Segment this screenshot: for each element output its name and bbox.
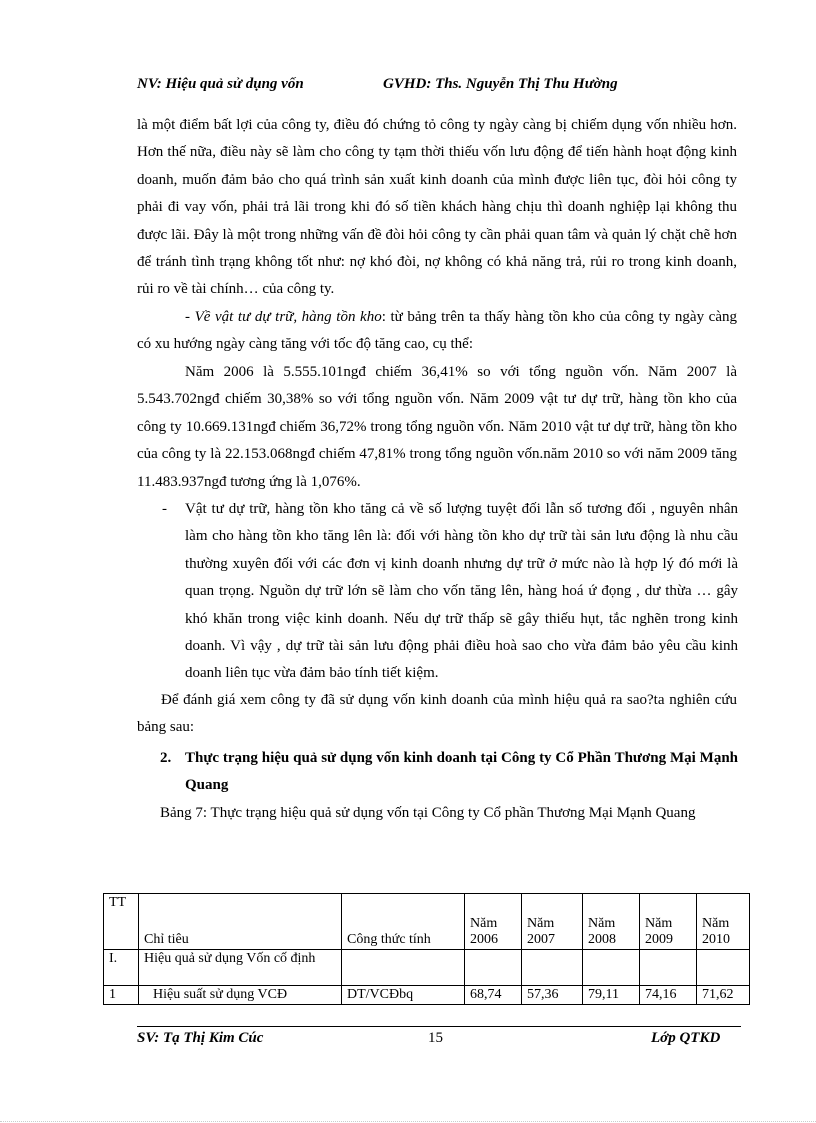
section-tt: I. xyxy=(104,950,139,986)
paragraph-1: là một điểm bất lợi của công ty, điều đó chứng tỏ công ty ngày càng bị chiếm dụng vốn nhiều hơn. Hơn thế nữa, điều này sẽ làm cho công ty tạm thời thiếu vốn lưu động để tiến hành hoạt động kinh doanh, muốn đảm bảo cho quá trình sản xuất kinh doanh của mình được liên tục, đòi hỏi công ty phải đi vay vốn, phải trả lãi trong khi đó số tiền khách hàng chịu thì doanh nghiệp lại không thu được lãi. Đây là một trong những vấn đề đòi hỏi công ty cần phải quan tâm và quản lý chặt chẽ hơn để tránh tình trạng không tốt như: nợ khó đòi, nợ không có khả năng trả, rủi ro trong kinh doanh, rủi ro về tài chính… của công ty. xyxy=(137,117,737,298)
header-supervisor: GVHD: Ths. Nguyễn Thị Thu Hường xyxy=(383,76,618,92)
empty-cell xyxy=(342,950,465,986)
header-year-2008: Năm 2008 xyxy=(583,894,640,950)
paragraph-2-text: : từ bảng trên ta thấy hàng tồn kho của công ty ngày càng có xu hướng ngày càng tăng với tốc độ tăng cao, cụ thể: xyxy=(137,309,737,353)
row-tt: 1 xyxy=(104,986,139,1005)
section-label: Hiệu quả sử dụng Vốn cố định xyxy=(139,950,342,986)
section-number: 2. xyxy=(160,750,172,766)
empty-cell xyxy=(465,950,522,986)
empty-cell xyxy=(522,950,583,986)
paragraph-2-dash: - xyxy=(185,309,195,325)
header-year-2006: Năm 2006 xyxy=(465,894,522,950)
bullet-list xyxy=(160,496,738,688)
bullet-item: - Vật tư dự trữ, hàng tồn kho tăng cả về số lượng tuyệt đối lẫn số tương đối , nguyên nhân làm cho hàng tồn kho tăng lên là: đối với hàng tồn kho dự trữ tài sản lưu động là nhu cầu thường xuyên đối với các đơn vị kinh doanh nhưng dự trữ ở mức nào là hợp lý đó mới là quan trọng. Nguồn dự trữ lớn sẽ làm cho vốn tăng lên, hàng hoá ứ đọng , dư thừa … gây khó khăn trong việc kinh doanh. Nếu dự trữ thấp sẽ gây thiếu hụt, tắc nghẽn trong kinh doanh. Vì vậy , dự trữ tài sản lưu động phải điều hoà sao cho vừa đảm bảo yêu cầu kinh doanh liên tục vừa đảm bảo tính tiết kiệm. xyxy=(160,496,738,688)
empty-cell xyxy=(640,950,697,986)
page-number: 15 xyxy=(428,1030,443,1046)
header-topic: NV: Hiệu quả sử dụng vốn xyxy=(137,76,304,92)
header-year-2010: Năm 2010 xyxy=(697,894,750,950)
table-caption: Bảng 7: Thực trạng hiệu quả sử dụng vốn tại Công ty Cổ phần Thương Mại Mạnh Quang xyxy=(160,805,696,821)
section-heading xyxy=(160,745,738,800)
empty-cell xyxy=(697,950,750,986)
paragraph-4: Để đánh giá xem công ty đã sử dụng vốn kinh doanh của mình hiệu quả ra sao?ta nghiên cứu bảng sau: xyxy=(137,692,737,736)
header-year-2007: Năm 2007 xyxy=(522,894,583,950)
paragraph-2-topic: Về vật tư dự trữ, hàng tồn kho xyxy=(194,309,382,325)
row-value-2008: 79,11 xyxy=(583,986,640,1005)
header-cong-thuc: Công thức tính xyxy=(342,894,465,950)
paragraph-3: Năm 2006 là 5.555.101ngđ chiếm 36,41% so với tổng nguồn vốn. Năm 2007 là 5.543.702ngđ chiếm 30,38% so với tổng nguồn vốn. Năm 2009 vật tư dự trữ, hàng tồn kho của công ty 10.669.131ngđ chiếm 36,72% trong tổng nguồn vốn. Năm 2010 vật tư dự trữ, hàng tồn kho của công ty là 22.153.068ngđ chiếm 47,81% trong tổng nguồn vốn.năm 2010 so với năm 2009 tăng 11.483.937ngđ tương ứng là 1,076%. xyxy=(137,364,737,490)
section-title: Thực trạng hiệu quả sử dụng vốn kinh doanh tại Công ty Cổ Phần Thương Mại Mạnh Quang xyxy=(185,750,738,794)
table-header-row xyxy=(104,894,750,950)
capital-efficiency-table xyxy=(103,893,750,1005)
header-chi-tieu: Chỉ tiêu xyxy=(139,894,342,950)
footer-class: Lớp QTKD xyxy=(651,1030,721,1046)
footer-divider xyxy=(137,1026,741,1027)
row-value-2007: 57,36 xyxy=(522,986,583,1005)
header-tt: TT xyxy=(104,894,139,950)
footer-student: SV: Tạ Thị Kim Cúc xyxy=(137,1030,264,1046)
row-value-2010: 71,62 xyxy=(697,986,750,1005)
paragraph-2 xyxy=(137,304,737,359)
table-section-row xyxy=(104,950,750,986)
header-year-2009: Năm 2009 xyxy=(640,894,697,950)
page-boundary xyxy=(0,1121,816,1122)
row-label: Hiệu suất sử dụng VCĐ xyxy=(139,986,342,1005)
row-value-2006: 68,74 xyxy=(465,986,522,1005)
table-row xyxy=(104,986,750,1005)
row-formula: DT/VCĐbq xyxy=(342,986,465,1005)
row-value-2009: 74,16 xyxy=(640,986,697,1005)
empty-cell xyxy=(583,950,640,986)
